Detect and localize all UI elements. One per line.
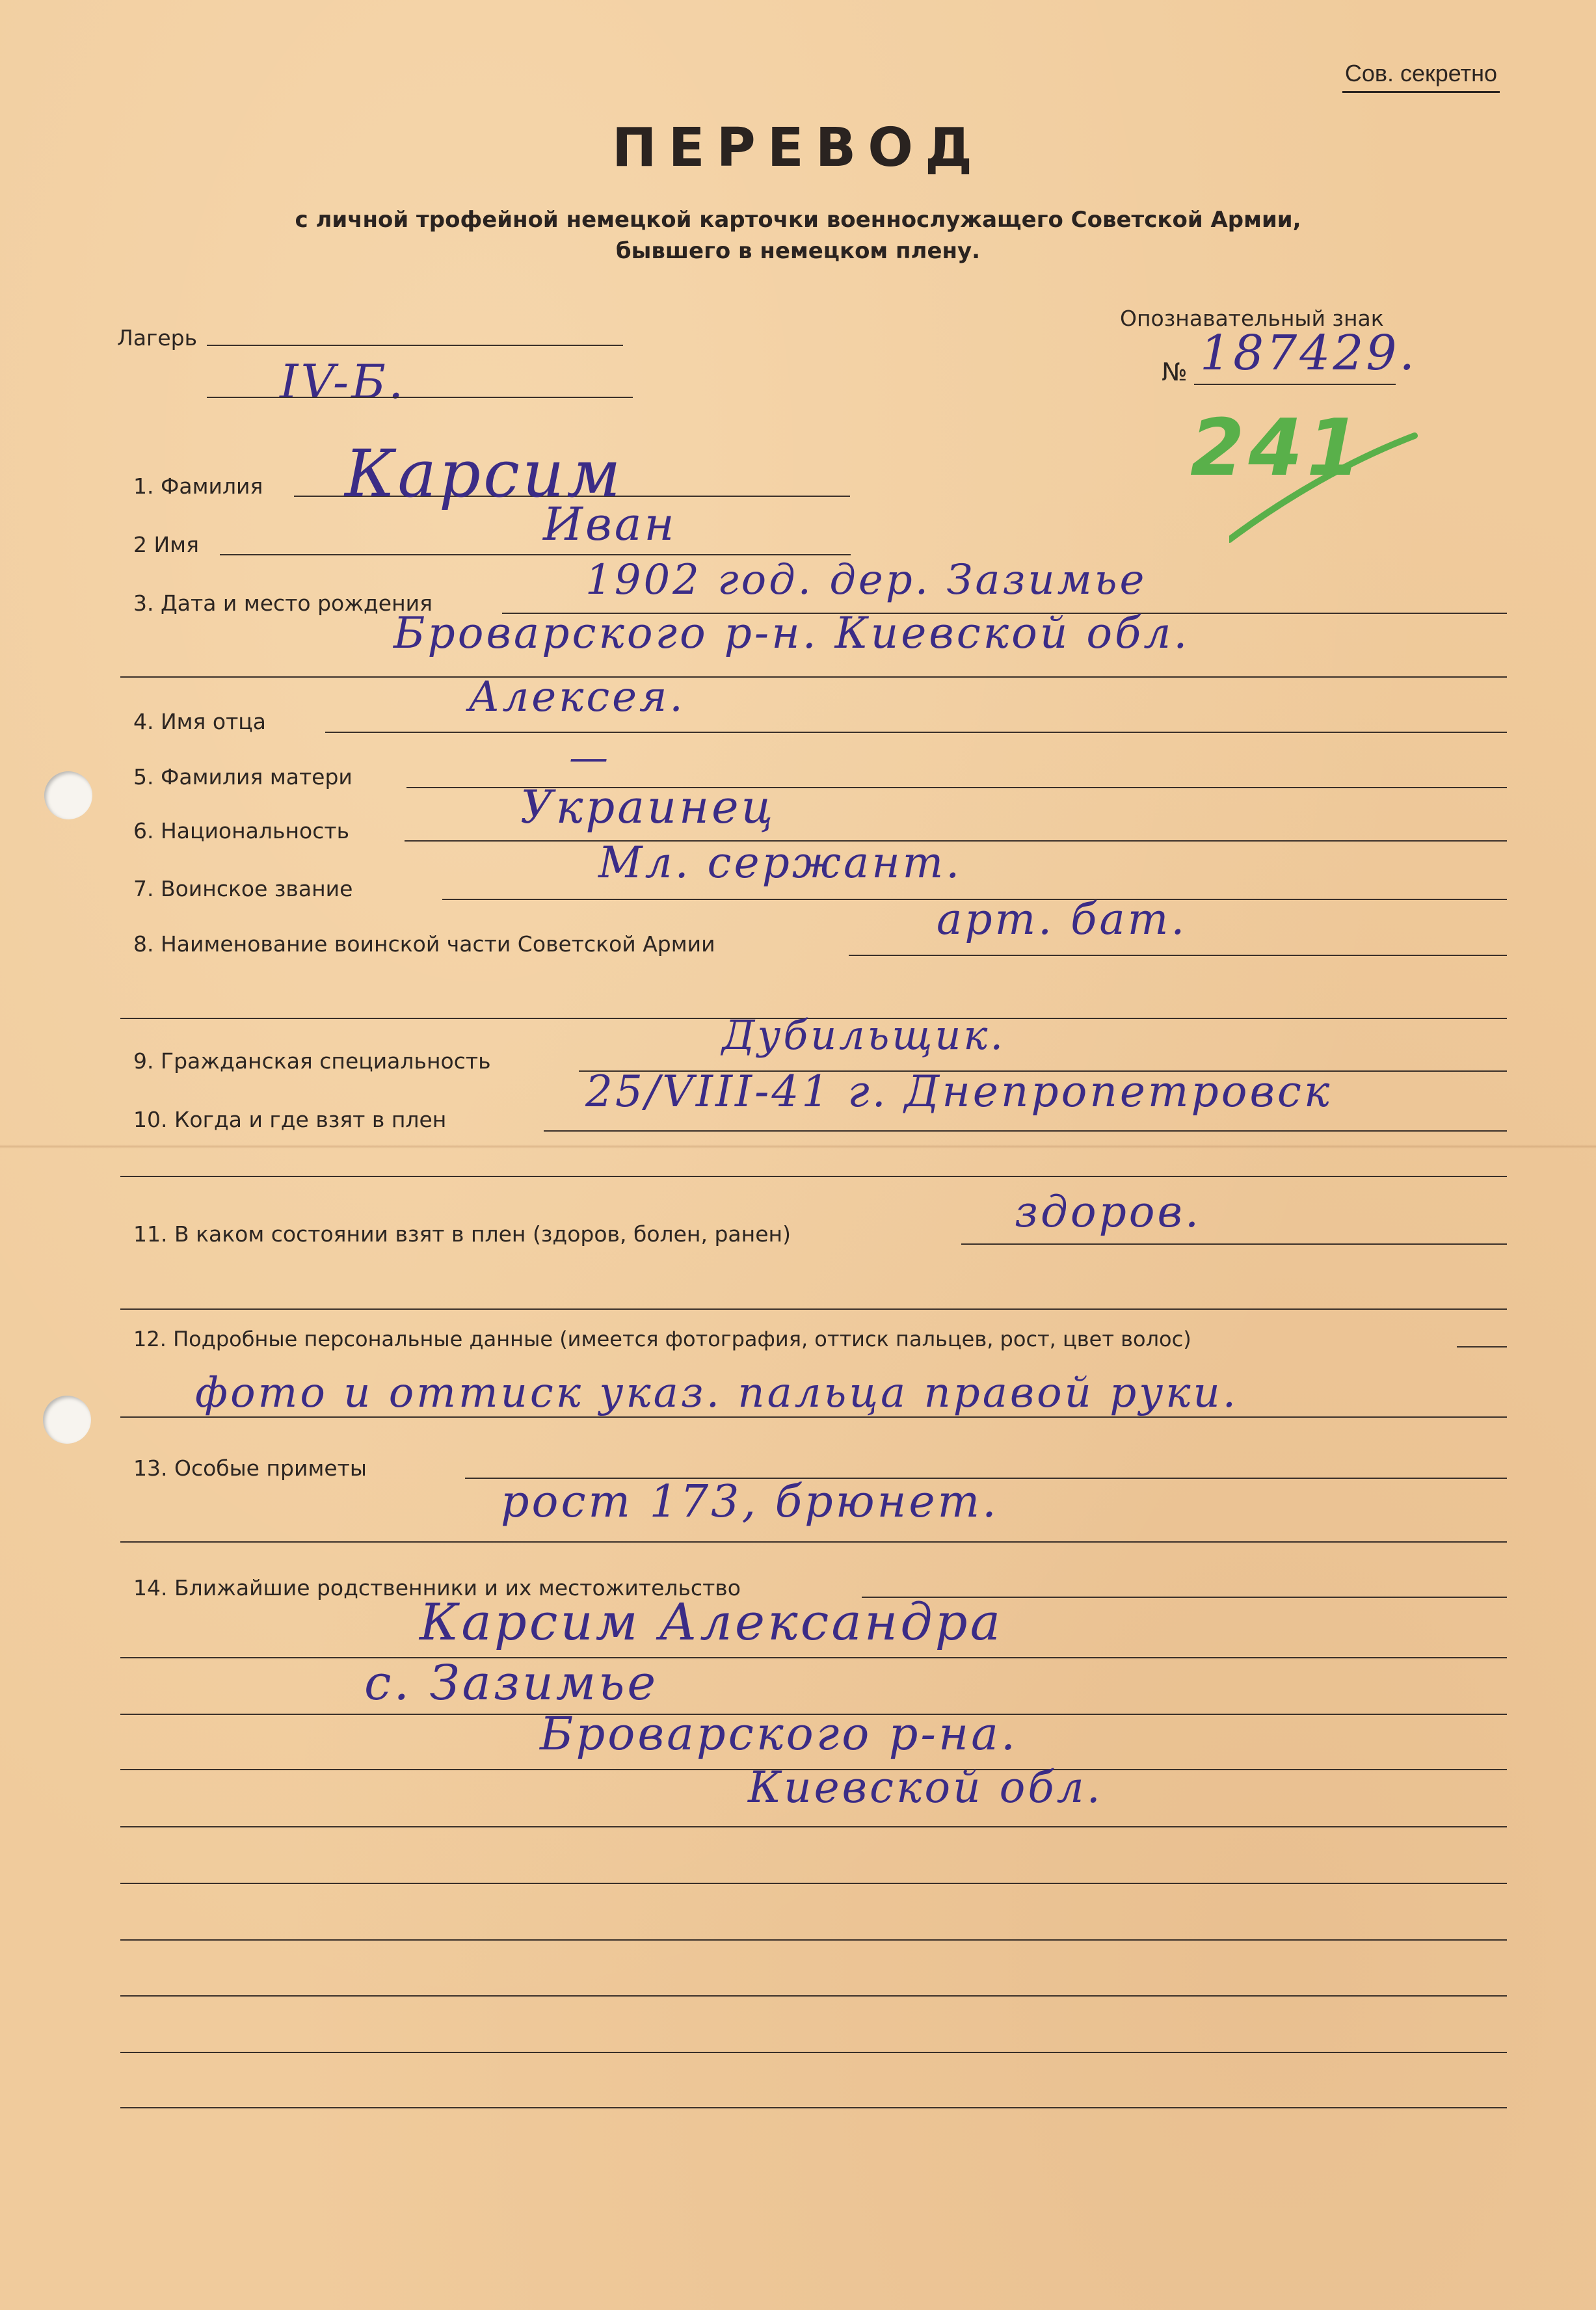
field-personal-value: фото и оттиск указ. пальца правой руки.	[195, 1369, 1239, 1417]
field-unit-rule	[849, 955, 1507, 956]
field-relatives-line1: Карсим Александра	[419, 1593, 1004, 1652]
field-civil-label: 9. Гражданская специальность	[133, 1048, 491, 1074]
blank-rule	[120, 1826, 1507, 1827]
blank-rule	[120, 2107, 1507, 2108]
field-birth-rule-2	[120, 676, 1507, 678]
punch-hole	[44, 771, 92, 819]
id-tag-number-prefix: №	[1162, 358, 1188, 386]
field-birth-value-line2: Броварского р-н. Киевской обл.	[393, 608, 1190, 658]
field-name-label: 2 Имя	[133, 532, 199, 557]
blank-rule	[120, 1939, 1507, 1941]
field-surname-value: Карсим	[345, 436, 624, 512]
camp-value: IV-Б.	[280, 354, 406, 409]
field-unit-value: арт. бат.	[937, 894, 1188, 944]
field-name-rule	[220, 554, 851, 555]
field-captured-label: 10. Когда и где взят в плен	[133, 1107, 447, 1132]
blank-rule	[120, 1995, 1507, 1997]
field-father-value: Алексея.	[468, 673, 685, 721]
field-condition-rule-2	[120, 1308, 1507, 1310]
field-surname-label: 1. Фамилия	[133, 473, 263, 499]
field-father-rule	[325, 732, 1507, 733]
field-nationality-label: 6. Национальность	[133, 818, 350, 843]
field-relatives-rule-2	[120, 1657, 1507, 1658]
blank-rule	[120, 1883, 1507, 1884]
field-captured-rule-2	[120, 1176, 1507, 1177]
field-captured-rule	[544, 1130, 1507, 1132]
field-relatives-line3: Броварского р-на.	[540, 1707, 1018, 1760]
field-nationality-value: Украинец	[520, 780, 776, 834]
id-tag-value: 187429.	[1200, 325, 1418, 381]
document-subtitle: с личной трофейной немецкой карточки военнослужащего Советской Армии,	[295, 207, 1301, 233]
field-name-value: Иван	[543, 498, 677, 551]
field-captured-value: 25/VIII-41 г. Днепропетровск	[585, 1067, 1333, 1117]
id-tag-rule	[1194, 384, 1396, 385]
camp-rule-2	[207, 397, 633, 398]
field-mother-label: 5. Фамилия матери	[133, 764, 352, 790]
field-birth-value: 1902 год. дер. Зазимье	[585, 556, 1147, 604]
blank-rule	[120, 2052, 1507, 2053]
field-personal-rule	[1457, 1346, 1507, 1348]
field-birth-label: 3. Дата и место рождения	[133, 591, 432, 616]
field-marks-value: рост 173, брюнет.	[501, 1476, 999, 1528]
field-relatives-line2: с. Зазимье	[364, 1655, 659, 1711]
field-condition-label: 11. В каком состоянии взят в плен (здоров, болен, ранен)	[133, 1221, 791, 1247]
field-marks-rule-2	[120, 1541, 1507, 1543]
field-relatives-line4: Киевской обл.	[748, 1762, 1103, 1812]
green-checkmark	[1229, 423, 1424, 546]
field-condition-value: здоров.	[1015, 1187, 1201, 1237]
classification-label: Сов. секретно	[1342, 60, 1500, 93]
paper-fold	[0, 1145, 1596, 1148]
id-tag-label: Опознавательный знак	[1120, 306, 1384, 331]
document-subtitle-line2: бывшего в немецком плену.	[615, 238, 981, 264]
id-tag-annotation: 241	[1190, 403, 1365, 494]
field-condition-rule	[961, 1243, 1507, 1245]
field-personal-label: 12. Подробные персональные данные (имеется фотография, оттиск пальцев, рост, цвет волос)	[133, 1327, 1191, 1351]
field-relatives-label: 14. Ближайшие родственники и их местожительство	[133, 1575, 741, 1600]
field-father-label: 4. Имя отца	[133, 709, 266, 734]
document-title: ПЕРЕВОД	[612, 117, 984, 179]
camp-rule	[207, 345, 623, 346]
field-mother-value: —	[569, 735, 611, 780]
field-marks-label: 13. Особые приметы	[133, 1455, 367, 1481]
punch-hole	[43, 1396, 91, 1444]
field-unit-label: 8. Наименование воинской части Советской Армии	[133, 931, 715, 957]
camp-label: Лагерь	[117, 325, 198, 351]
field-rank-value: Мл. сержант.	[598, 838, 963, 888]
field-personal-rule-2	[120, 1416, 1507, 1418]
field-rank-label: 7. Воинское звание	[133, 876, 353, 901]
field-civil-value: Дубильщик.	[722, 1011, 1006, 1059]
